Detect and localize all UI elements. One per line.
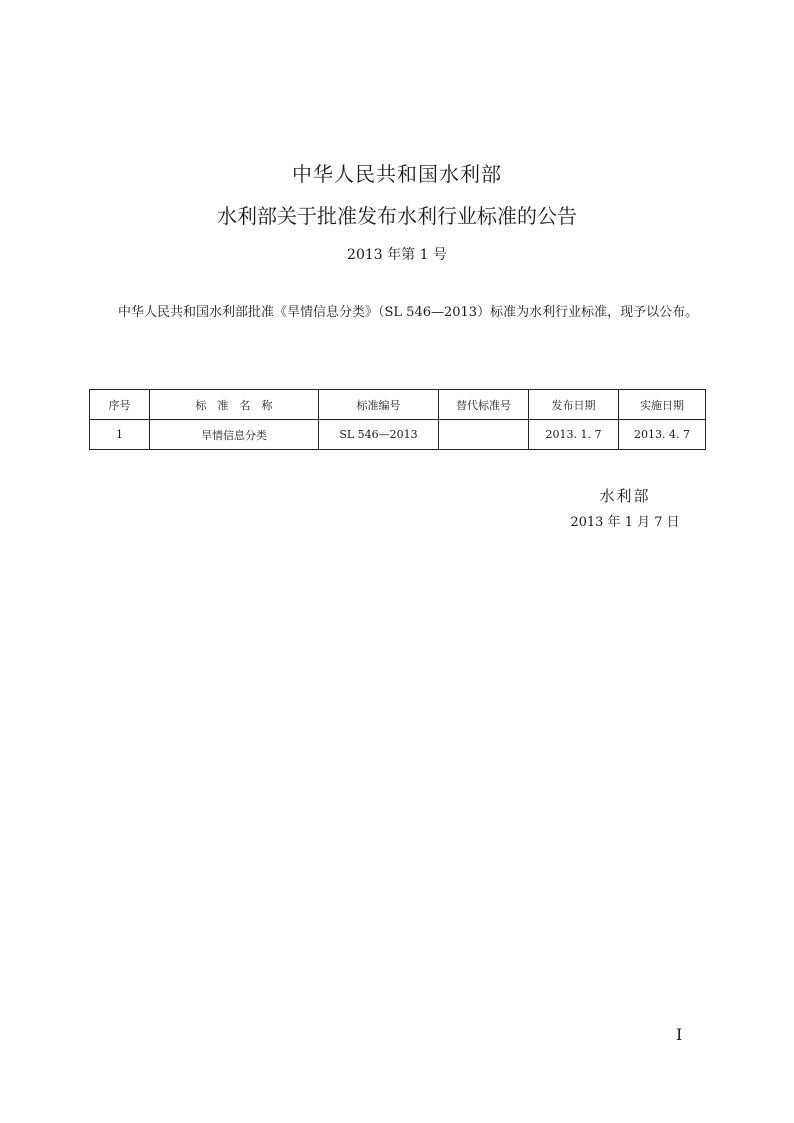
- standards-table: [89, 389, 706, 450]
- ministry-name: 中华人民共和国水利部: [292, 162, 502, 186]
- cell-seq: 1: [90, 420, 150, 450]
- signature-date: 2013 年 1 月 7 日: [570, 515, 680, 530]
- cell-effective-date: 2013. 4. 7: [619, 420, 706, 450]
- cell-issue-date: 2013. 1. 7: [529, 420, 619, 450]
- announcement-body: 中华人民共和国水利部批准《旱情信息分类》（SL 546—2013）标准为水利行业标准，现予以公布。: [118, 305, 699, 320]
- col-header-issue-date: 发布日期: [529, 390, 619, 420]
- table-header-row: [90, 390, 706, 420]
- announcement-number: 2013 年第 1 号: [347, 247, 447, 263]
- cell-code: SL 546—2013: [319, 420, 439, 450]
- col-header-name: 标 准 名 称: [150, 390, 319, 420]
- col-header-seq: 序号: [90, 390, 150, 420]
- col-header-replaced: 替代标准号: [439, 390, 529, 420]
- announcement-title: 水利部关于批准发布水利行业标准的公告: [217, 204, 577, 228]
- cell-replaced: [439, 420, 529, 450]
- col-header-effective-date: 实施日期: [619, 390, 706, 420]
- col-header-code: 标准编号: [319, 390, 439, 420]
- signer: 水利部: [599, 487, 651, 505]
- page-number: I: [676, 1025, 683, 1044]
- table-row: [90, 420, 706, 450]
- cell-name: 旱情信息分类: [150, 420, 319, 450]
